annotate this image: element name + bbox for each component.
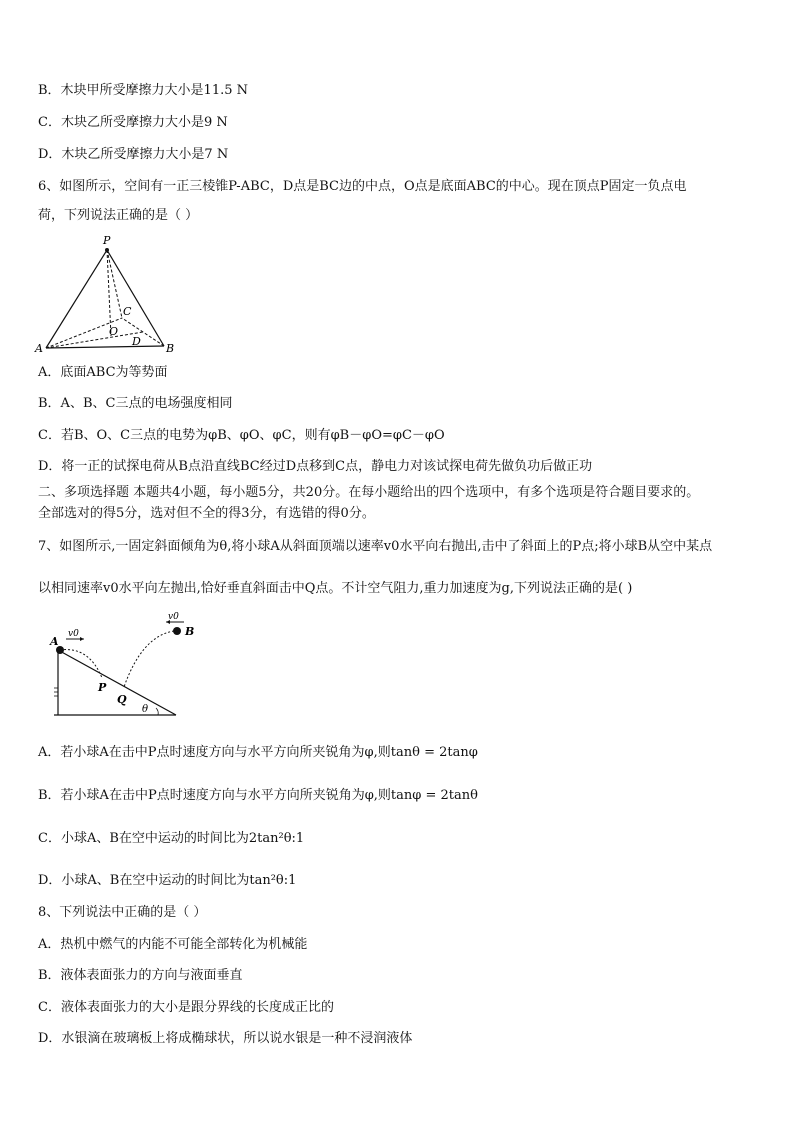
label-d: D <box>132 335 141 348</box>
label-b: B <box>166 342 175 354</box>
label-a: A <box>35 342 43 354</box>
q6-pyramid-figure <box>34 232 184 354</box>
section2-instructions-line2: 全部选对的得5分，选对但不全的得3分，有选错的得0分。 <box>38 506 375 521</box>
q7-option-d: D．小球A、B在空中运动的时间比为tan²θ:1 <box>38 873 297 888</box>
segment-ad <box>46 332 143 348</box>
label-theta: θ <box>142 704 149 715</box>
ball-b <box>173 627 181 635</box>
q6-option-c: C．若B、O、C三点的电势为φB、φO、φC，则有φB－φO=φC－φO <box>38 428 445 443</box>
trajectory-a <box>60 650 102 678</box>
q6-stem-line1: 6、如图所示，空间有一正三棱锥P-ABC，D点是BC边的中点，O点是底面ABC的中心。现在顶点P固定一负点电 <box>38 179 687 194</box>
label-p: P <box>103 234 111 247</box>
q6-option-d: D．将一正的试探电荷从B点沿直线BC经过D点移到C点，静电力对该试探电荷先做负功后做正功 <box>38 459 593 474</box>
q8-option-c: C．液体表面张力的大小是跟分界线的长度成正比的 <box>38 1000 334 1015</box>
label-c: C <box>123 305 132 318</box>
q5-option-d: D．木块乙所受摩擦力大小是7 N <box>38 147 229 162</box>
label-o: O <box>109 325 119 338</box>
q8-option-b: B．液体表面张力的方向与液面垂直 <box>38 968 243 983</box>
trajectory-b <box>124 631 174 687</box>
q7-option-c: C．小球A、B在空中运动的时间比为2tan²θ:1 <box>38 831 305 846</box>
q7-stem-line1: 7、如图所示,一固定斜面倾角为θ,将小球A从斜面顶端以速率v0水平向右抛出,击中了斜面上的P点;将小球B从空中某点 <box>38 539 713 554</box>
q6-stem-line2: 荷，下列说法正确的是（ ） <box>38 208 199 223</box>
q5-option-c: C．木块乙所受摩擦力大小是9 N <box>38 115 228 130</box>
label-b: B <box>185 625 195 638</box>
edge-pa <box>46 250 107 348</box>
q7-option-b: B．若小球A在击中P点时速度方向与水平方向所夹锐角为φ,则tanφ = 2tanθ <box>38 788 478 803</box>
edge-ab <box>46 346 164 348</box>
vertex-p-dot <box>105 248 109 252</box>
q6-option-b: B．A、B、C三点的电场强度相同 <box>38 396 233 411</box>
q5-option-b: B．木块甲所受摩擦力大小是11.5 N <box>38 83 249 98</box>
label-v0-b: v0 <box>168 612 179 622</box>
label-q: Q <box>117 693 127 706</box>
label-p: P <box>98 681 107 694</box>
label-a: A <box>50 635 59 648</box>
q8-option-d: D．水银滴在玻璃板上将成椭球状，所以说水银是一种不浸润液体 <box>38 1031 413 1046</box>
q8-option-a: A．热机中燃气的内能不可能全部转化为机械能 <box>38 937 308 952</box>
angle-arc <box>156 708 158 715</box>
q8-stem: 8、下列说法中正确的是（ ） <box>38 905 207 920</box>
q6-option-a: A．底面ABC为等势面 <box>38 365 168 380</box>
q7-option-a: A．若小球A在击中P点时速度方向与水平方向所夹锐角为φ,则tanθ = 2tanφ <box>38 745 478 760</box>
q7-incline-figure <box>44 608 204 720</box>
q7-stem-line2: 以相同速率v0水平向左抛出,恰好垂直斜面击中Q点。不计空气阻力,重力加速度为g,下列说法正确的是( ) <box>38 581 633 596</box>
section2-instructions-line1: 二、多项选择题 本题共4小题，每小题5分，共20分。在每小题给出的四个选项中，有多个选项是符合题目要求的。 <box>38 485 700 500</box>
label-v0-a: v0 <box>68 629 79 639</box>
